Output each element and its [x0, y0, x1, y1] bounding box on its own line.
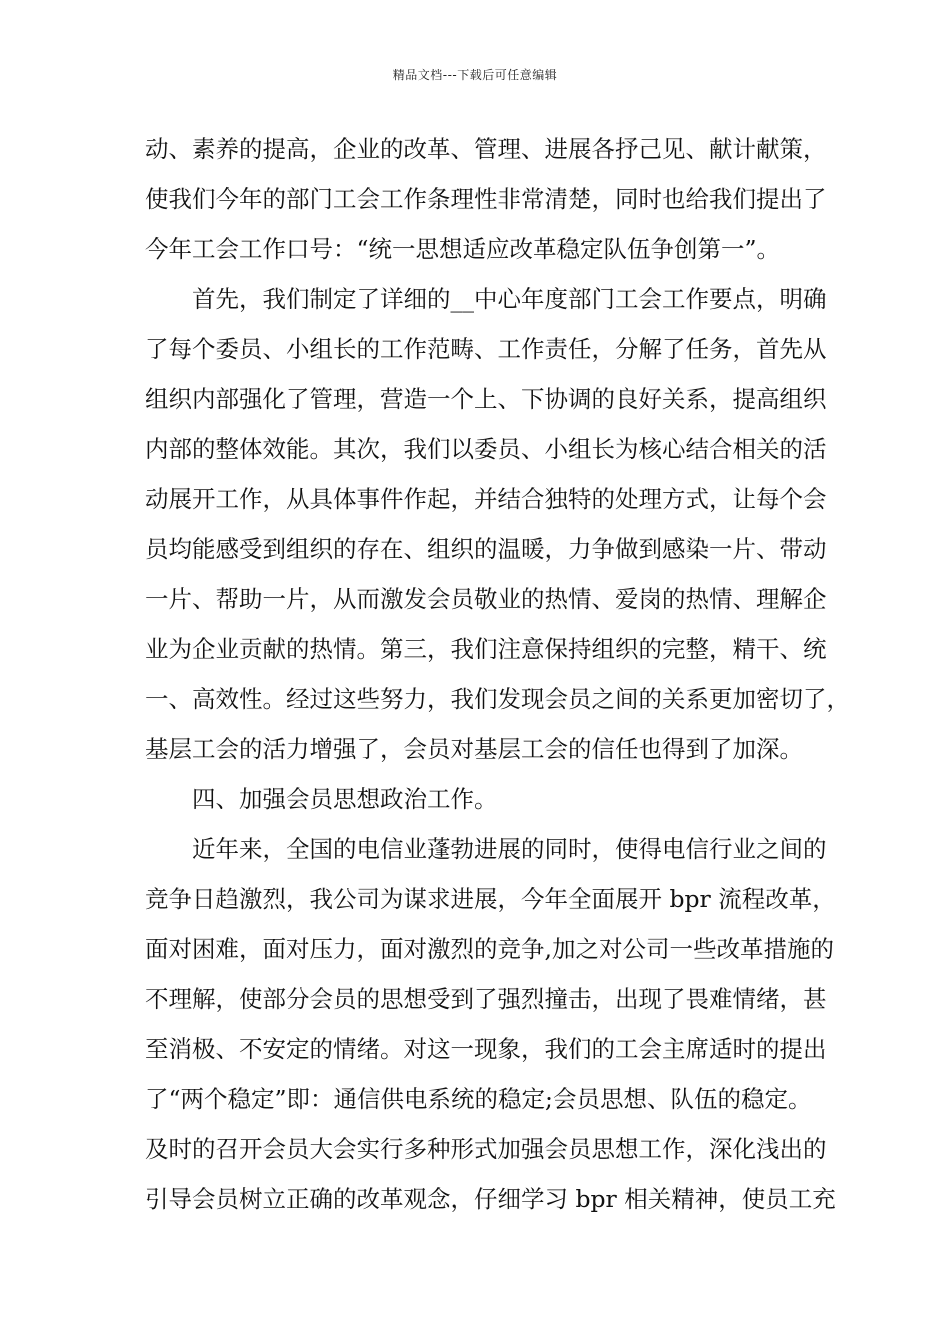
section-heading: 四、加强会员思想政治工作。	[192, 785, 498, 813]
text-line: 面对困难，面对压力，面对激烈的竞争,加之对公司一些改革措施的	[145, 935, 834, 963]
document-body	[145, 124, 850, 1224]
text-line: 今年工会工作口号：“统一思想适应改革稳定队伍争创第一”。	[145, 235, 781, 263]
text-line: 不理解，使部分会员的思想受到了强烈撞击，出现了畏难情绪，甚	[145, 985, 827, 1013]
paragraph-start-line: 近年来，全国的电信业蓬勃进展的同时，使得电信行业之间的	[192, 835, 827, 863]
text-line: 及时的召开会员大会实行多种形式加强会员思想工作，深化浅出的	[145, 1135, 827, 1163]
text-line: 了“两个稳定”即：通信供电系统的稳定;会员思想、队伍的稳定。	[145, 1085, 812, 1113]
text-line: 竞争日趋激烈，我公司为谋求进展，今年全面展开 bpr 流程改革，	[145, 885, 836, 913]
text-line: 引导会员树立正确的改革观念，仔细学习 bpr 相关精神，使员工充	[145, 1185, 836, 1213]
text-line: 员均能感受到组织的存在、组织的温暖，力争做到感染一片、带动	[145, 535, 827, 563]
text-line: 一、高效性。经过这些努力，我们发现会员之间的关系更加密切了，	[145, 685, 850, 713]
text-line: 内部的整体效能。其次，我们以委员、小组长为核心结合相关的活	[145, 435, 827, 463]
text-line: 业为企业贡献的热情。第三，我们注意保持组织的完整，精干、统	[145, 635, 827, 663]
text-line: 动、素养的提高，企业的改革、管理、进展各抒己见、献计献策，	[145, 135, 827, 163]
text-line: 一片、帮助一片，从而激发会员敬业的热情、爱岗的热情、理解企	[145, 585, 827, 613]
text-line: 至消极、不安定的情绪。对这一现象，我们的工会主席适时的提出	[145, 1035, 827, 1063]
paragraph-start-line: 首先，我们制定了详细的__中心年度部门工会工作要点，明确	[192, 285, 827, 313]
text-line: 基层工会的活力增强了，会员对基层工会的信任也得到了加深。	[145, 735, 803, 763]
text-line: 使我们今年的部门工会工作条理性非常清楚，同时也给我们提出了	[145, 185, 827, 213]
text-line: 了每个委员、小组长的工作范畴、工作责任，分解了任务，首先从	[145, 335, 827, 363]
text-line: 组织内部强化了管理，营造一个上、下协调的良好关系，提高组织	[145, 385, 827, 413]
text-line: 动展开工作，从具体事件作起，并结合独特的处理方式，让每个会	[145, 485, 827, 513]
page-header: 精品文档---下载后可任意编辑	[392, 68, 558, 82]
